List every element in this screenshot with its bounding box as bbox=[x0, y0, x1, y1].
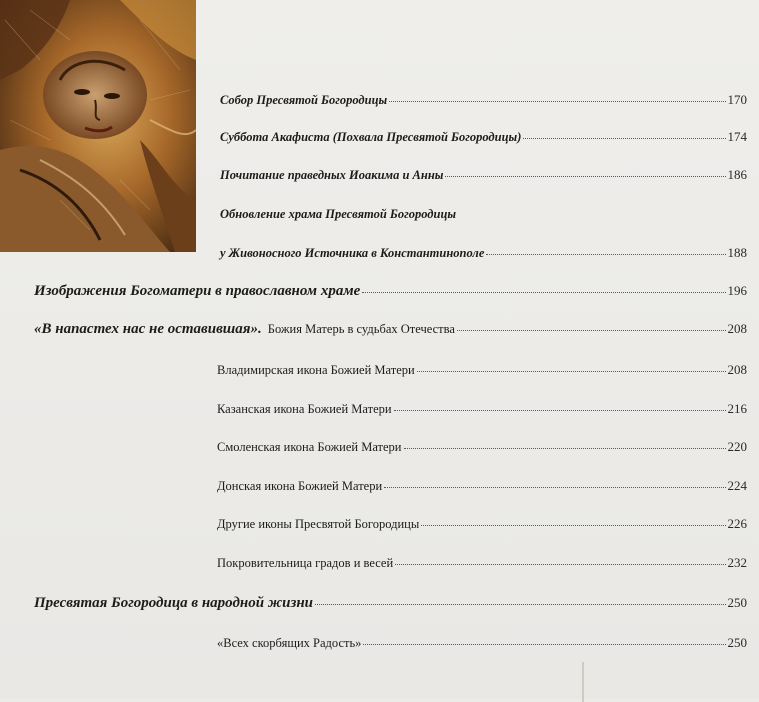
dot-leader bbox=[362, 292, 725, 293]
page-crease bbox=[582, 662, 584, 702]
toc-entry[interactable] bbox=[217, 401, 747, 417]
toc-entry-title: Владимирская икона Божией Матери bbox=[217, 363, 415, 377]
toc-entry-page: 250 bbox=[727, 635, 747, 650]
toc-entry-title: Суббота Акафиста (Похвала Пресвятой Богородицы) bbox=[220, 130, 522, 144]
dot-leader bbox=[315, 604, 726, 605]
dot-leader bbox=[486, 254, 725, 255]
toc-entry[interactable] bbox=[217, 478, 747, 494]
toc-entry[interactable] bbox=[220, 129, 747, 145]
toc-entry-title: Смоленская икона Божией Матери bbox=[217, 440, 402, 454]
dot-leader bbox=[523, 138, 725, 139]
toc-entry-page: 224 bbox=[727, 478, 747, 493]
toc-entry-page: 188 bbox=[727, 245, 747, 260]
toc-entry[interactable] bbox=[217, 439, 747, 455]
toc-entry[interactable] bbox=[220, 245, 747, 261]
toc-entry-page: 208 bbox=[727, 362, 747, 377]
dot-leader bbox=[363, 644, 725, 645]
toc-chapter-page: 208 bbox=[727, 321, 747, 336]
toc-entry[interactable] bbox=[220, 92, 747, 108]
toc-entry-title: «Всех скорбящих Радость» bbox=[217, 636, 362, 650]
toc-entry-title: Казанская икона Божией Матери bbox=[217, 402, 392, 416]
dot-leader bbox=[404, 448, 726, 449]
toc-entry-page: 186 bbox=[727, 167, 747, 182]
toc-entry-page: 170 bbox=[727, 92, 747, 107]
toc-chapter[interactable] bbox=[34, 321, 747, 338]
toc-entry-title: Собор Пресвятой Богородицы bbox=[220, 93, 388, 107]
toc-entry-page: 232 bbox=[727, 555, 747, 570]
toc-chapter-page: 250 bbox=[727, 595, 747, 610]
toc-entry-title: Почитание праведных Иоакима и Анны bbox=[220, 168, 444, 182]
toc-chapter[interactable] bbox=[34, 595, 747, 612]
toc-entry[interactable] bbox=[220, 167, 747, 183]
toc-entry-title: Донская икона Божией Матери bbox=[217, 479, 383, 493]
dot-leader bbox=[417, 371, 726, 372]
toc-entry[interactable] bbox=[217, 635, 747, 651]
toc-chapter-subtitle: Божия Матерь в судьбах Отечества bbox=[267, 322, 455, 336]
toc-entry-first-line[interactable] bbox=[220, 207, 747, 222]
toc-entry-title: Покровительница градов и весей bbox=[217, 556, 394, 570]
toc-entry-title: Обновление храма Пресвятой Богородицы bbox=[220, 207, 457, 221]
toc-entry-page: 226 bbox=[727, 516, 747, 531]
toc-entry-page: 220 bbox=[727, 439, 747, 454]
dot-leader bbox=[445, 176, 725, 177]
toc-chapter-title: Изображения Богоматери в православном храме bbox=[34, 283, 361, 299]
dot-leader bbox=[389, 101, 725, 102]
toc-entry[interactable] bbox=[217, 516, 747, 532]
toc-entry[interactable] bbox=[217, 362, 747, 378]
dot-leader bbox=[421, 525, 725, 526]
toc-entry[interactable] bbox=[217, 555, 747, 571]
dot-leader bbox=[457, 330, 726, 331]
toc-entry-page: 216 bbox=[727, 401, 747, 416]
dot-leader bbox=[394, 410, 726, 411]
dot-leader bbox=[395, 564, 725, 565]
toc-entry-title: Другие иконы Пресвятой Богородицы bbox=[217, 517, 420, 531]
toc-chapter-title: Пресвятая Богородица в народной жизни bbox=[34, 595, 313, 611]
dot-leader bbox=[384, 487, 725, 488]
toc-entry-page: 174 bbox=[727, 129, 747, 144]
toc-chapter[interactable] bbox=[34, 283, 747, 300]
fresco-illustration bbox=[0, 0, 196, 252]
toc-chapter-title: «В напастех нас не оставившая». bbox=[34, 321, 262, 337]
toc-entry-title: у Живоносного Источника в Константинополе bbox=[220, 246, 485, 260]
toc-chapter-page: 196 bbox=[727, 283, 747, 298]
